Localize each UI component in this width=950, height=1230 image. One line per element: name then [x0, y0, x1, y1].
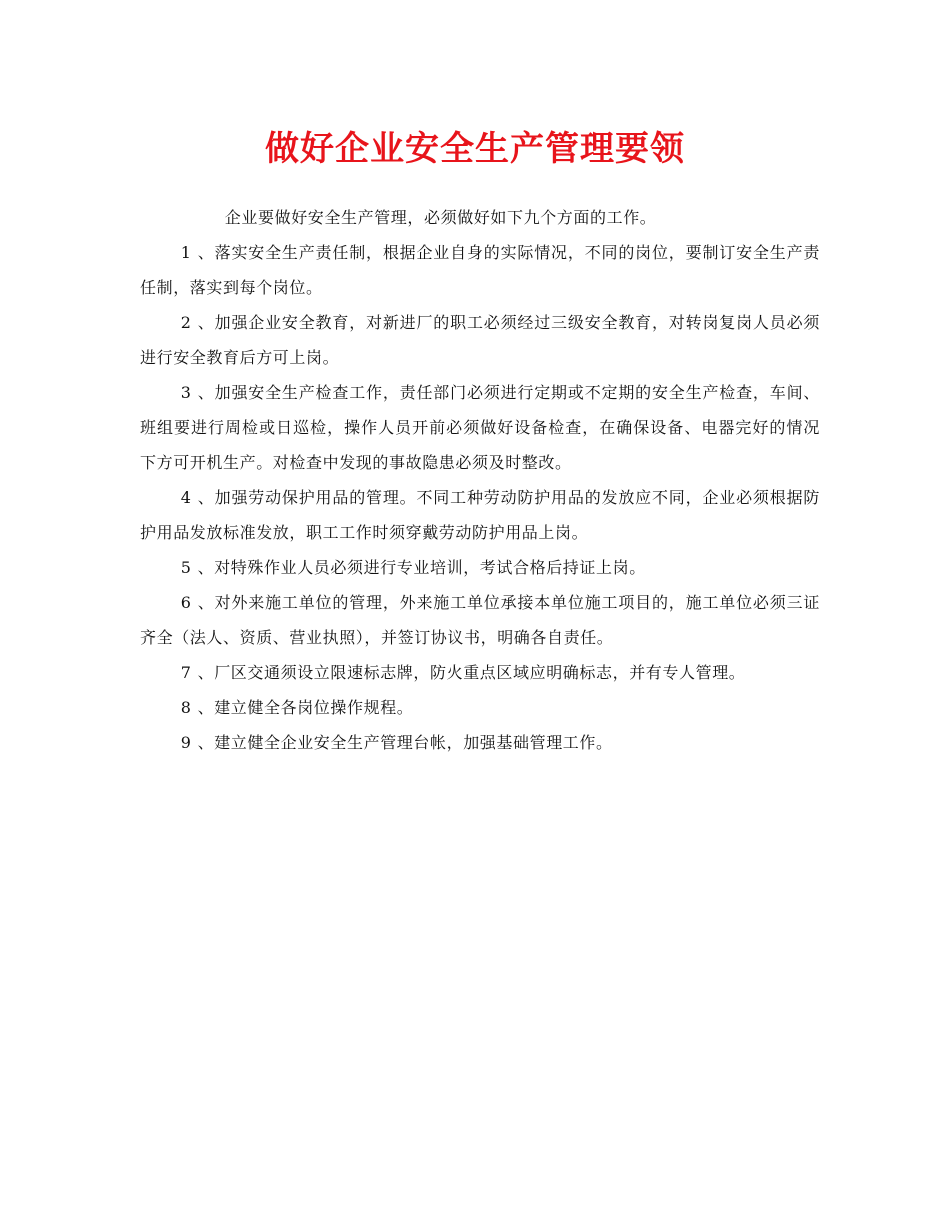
item-text: 对外来施工单位的管理，外来施工单位承接本单位施工项目的，施工单位必须三证齐全（法人、资质、营业执照），并签订协议书，明确各自责任。: [140, 593, 820, 647]
item-number: 1: [180, 243, 192, 262]
intro-paragraph: 企业要做好安全生产管理，必须做好如下九个方面的工作。: [224, 208, 657, 227]
list-item-5: [140, 550, 820, 585]
item-number: 6: [180, 593, 192, 612]
item-text: 建立健全各岗位操作规程。: [214, 698, 414, 717]
item-number: 4: [180, 488, 192, 507]
list-item-9: [140, 725, 820, 760]
item-text: 厂区交通须设立限速标志牌，防火重点区域应明确标志，并有专人管理。: [214, 663, 746, 682]
item-number: 5: [180, 558, 192, 577]
item-separator: 、: [197, 558, 215, 577]
item-text: 加强劳动保护用品的管理。不同工种劳动防护用品的发放应不同，企业必须根据防护用品发放标准发放，职工工作时须穿戴劳动防护用品上岗。: [140, 488, 820, 542]
item-number: 7: [180, 663, 192, 682]
item-separator: 、: [197, 733, 215, 752]
item-separator: 、: [197, 698, 215, 717]
list-item-1: [140, 235, 820, 305]
item-text: 加强安全生产检查工作，责任部门必须进行定期或不定期的安全生产检查，车间、班组要进行周检或日巡检，操作人员开前必须做好设备检查，在确保设备、电器完好的情况下方可开机生产。对检查中发现的事故隐患必须及时整改。: [140, 383, 820, 472]
document-title: 做好企业安全生产管理要领: [265, 129, 685, 169]
item-number: 3: [180, 383, 192, 402]
item-text: 落实安全生产责任制，根据企业自身的实际情况，不同的岗位，要制订安全生产责任制，落实到每个岗位。: [140, 243, 820, 297]
item-separator: 、: [197, 383, 215, 402]
document-body: [140, 200, 820, 760]
list-item-7: [140, 655, 820, 690]
item-text: 加强企业安全教育，对新进厂的职工必须经过三级安全教育，对转岗复岗人员必须进行安全教育后方可上岗。: [140, 313, 820, 367]
item-text: 对特殊作业人员必须进行专业培训，考试合格后持证上岗。: [214, 558, 646, 577]
list-item-2: [140, 305, 820, 375]
item-separator: 、: [197, 243, 215, 262]
item-separator: 、: [197, 488, 215, 507]
item-number: 2: [180, 313, 192, 332]
list-item-3: [140, 375, 820, 480]
item-separator: 、: [197, 313, 215, 332]
item-separator: 、: [197, 593, 215, 612]
item-number: 8: [180, 698, 192, 717]
item-number: 9: [180, 733, 192, 752]
list-item-6: [140, 585, 820, 655]
item-separator: 、: [197, 663, 215, 682]
list-item-8: [140, 690, 820, 725]
item-text: 建立健全企业安全生产管理台帐，加强基础管理工作。: [214, 733, 613, 752]
list-item-4: [140, 480, 820, 550]
